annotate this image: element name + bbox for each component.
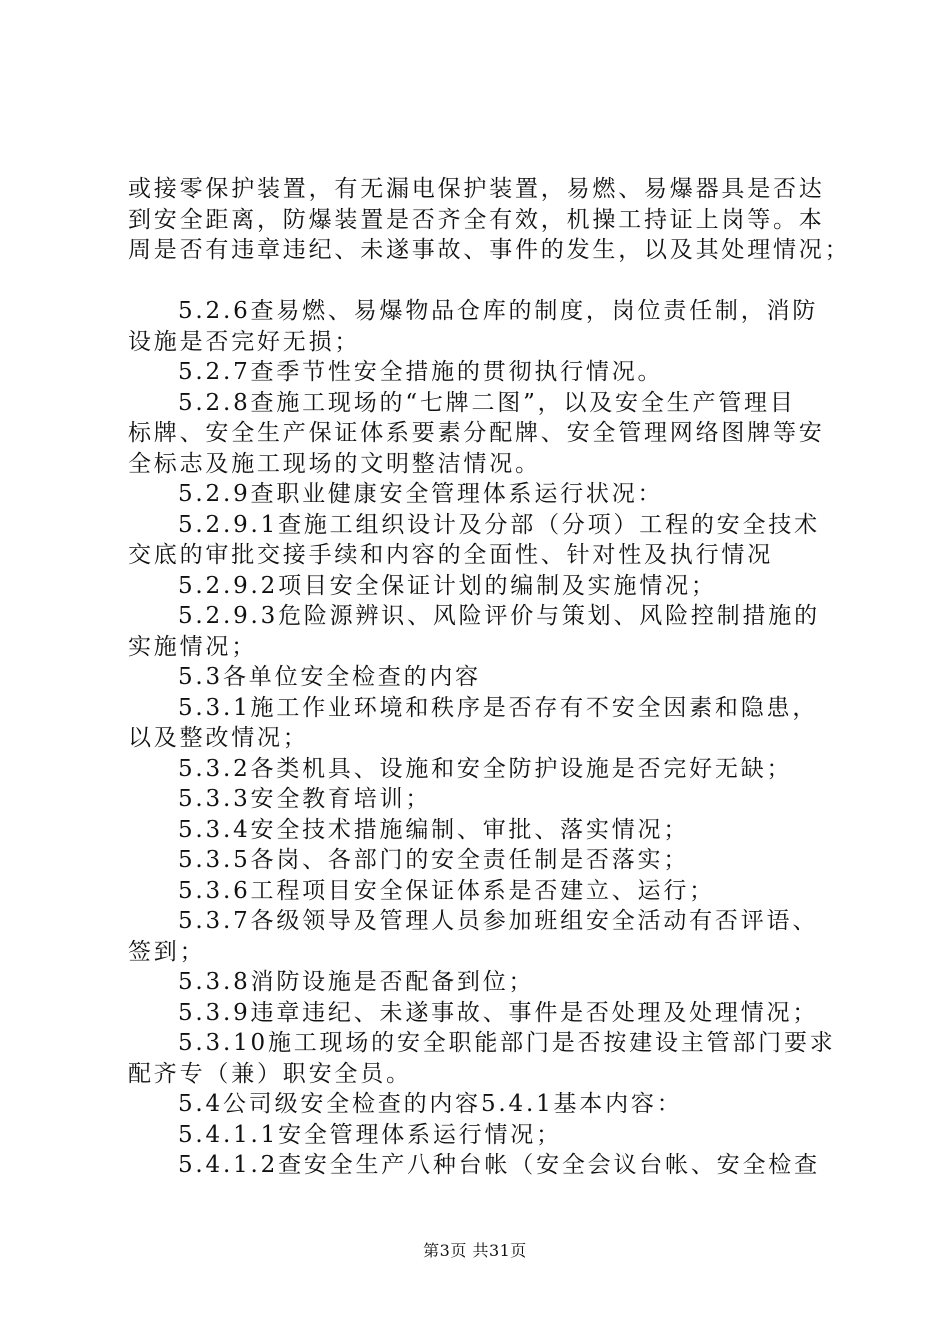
text-line: 5.2.9.3危险源辨识、风险评价与策划、风险控制措施的 xyxy=(178,603,820,629)
text-line: 周是否有违章违纪、未遂事故、事件的发生，以及其处理情况； xyxy=(128,237,851,263)
text-line: 以及整改情况； xyxy=(128,725,309,751)
text-line: 5.3.1施工作业环境和秩序是否存有不安全因素和隐患， xyxy=(178,694,819,721)
text-line: 签到； xyxy=(128,938,206,965)
text-line: 标牌、安全生产保证体系要素分配牌、安全管理网络图牌等安 xyxy=(128,420,825,446)
text-line: 到安全距离，防爆装置是否齐全有效，机操工持证上岗等。本 xyxy=(128,206,825,233)
section-heading: 5.4公司级安全检查的内容5.4.1基本内容： xyxy=(178,1091,683,1117)
text-line: 5.3.4安全技术措施编制、审批、落实情况； xyxy=(178,816,690,843)
text-line: 或接零保护装置，有无漏电保护装置，易燃、易爆器具是否达 xyxy=(128,176,825,202)
text-line: 5.4.1.1安全管理体系运行情况； xyxy=(178,1121,562,1148)
text-line: 5.2.9查职业健康安全管理体系运行状况： xyxy=(178,481,664,507)
text-line: 5.3.2各类机具、设施和安全防护设施是否完好无缺； xyxy=(178,755,793,782)
section-heading: 5.3各单位安全检查的内容 xyxy=(178,664,481,690)
text-line: 5.3.9违章违纪、未遂事故、事件是否处理及处理情况； xyxy=(178,999,819,1026)
text-line: 交底的审批交接手续和内容的全面性、针对性及执行情况 xyxy=(128,542,773,568)
text-line: 配齐专（兼）职安全员。 xyxy=(128,1060,412,1087)
text-line: 实施情况； xyxy=(128,633,257,660)
text-line: 5.2.6查易燃、易爆物品仓库的制度，岗位责任制，消防 xyxy=(178,298,819,324)
text-line: 5.2.8查施工现场的“七牌二图”，以及安全生产管理目 xyxy=(178,389,796,416)
page-number-footer: 第3页 共31页 xyxy=(423,1241,527,1260)
text-line: 5.2.9.1查施工组织设计及分部（分项）工程的安全技术 xyxy=(178,511,820,538)
text-line: 5.4.1.2查安全生产八种台帐（安全会议台帐、安全检查 xyxy=(178,1152,820,1178)
text-line: 全标志及施工现场的文明整洁情况。 xyxy=(128,450,541,477)
text-line: 5.2.7查季节性安全措施的贯彻执行情况。 xyxy=(178,359,664,385)
paragraph-gap xyxy=(128,266,828,297)
text-line: 5.3.3安全教育培训； xyxy=(178,786,432,812)
text-line: 5.2.9.2项目安全保证计划的编制及实施情况； xyxy=(178,572,717,599)
text-line: 5.3.7各级领导及管理人员参加班组安全活动有否评语、 xyxy=(178,908,819,934)
text-line: 5.3.5各岗、各部门的安全责任制是否落实； xyxy=(178,847,690,873)
text-line: 5.3.6工程项目安全保证体系是否建立、运行； xyxy=(178,877,715,904)
text-line: 5.3.10施工现场的安全职能部门是否按建设主管部门要求 xyxy=(178,1030,836,1056)
text-line: 设施是否完好无损； xyxy=(128,328,361,355)
document-body xyxy=(128,174,851,1181)
text-line: 5.3.8消防设施是否配备到位； xyxy=(178,969,535,995)
